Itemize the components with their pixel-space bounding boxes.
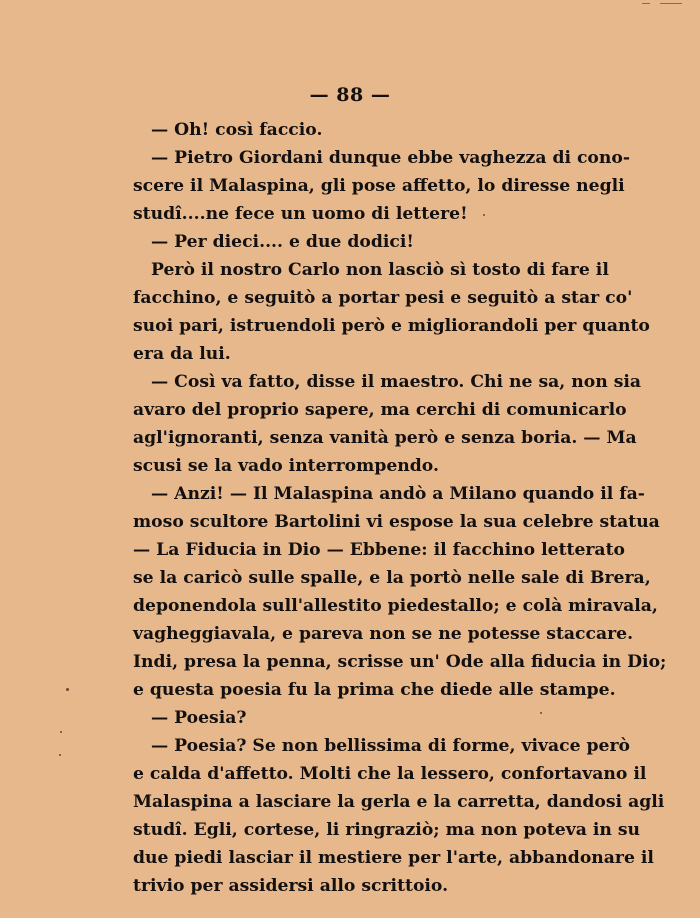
text-line: moso scultore Bartolini vi espose la sua celebre statua xyxy=(133,512,660,532)
page-number: — 88 — xyxy=(309,84,391,106)
text-line: Indi, presa la penna, scrisse un' Ode alla fiducia in Dio; xyxy=(133,652,667,672)
text-line: scere il Malaspina, gli pose affetto, lo diresse negli xyxy=(133,176,625,196)
text-line: facchino, e seguitò a portar pesi e seguitò a star co' xyxy=(133,288,633,308)
text-line: e calda d'affetto. Molti che la lessero, confortavano il xyxy=(133,764,647,784)
text-line: e questa poesia fu la prima che diede alle stampe. xyxy=(133,680,616,700)
paragraph xyxy=(133,732,665,900)
text-line: trivio per assidersi allo scrittoio. xyxy=(133,876,449,896)
paragraph xyxy=(133,704,593,732)
text-line: scusi se la vado interrompendo. xyxy=(133,456,439,476)
text-line: Però il nostro Carlo non lasciò sì tosto di fare il xyxy=(151,260,609,280)
text-line: avaro del proprio sapere, ma cerchi di comunicarlo xyxy=(133,400,627,420)
text-line: — Anzi! — Il Malaspina andò a Milano quando il fa- xyxy=(151,484,645,504)
text-line: suoi pari, istruendoli però e migliorandoli per quanto xyxy=(133,316,650,336)
text-line: deponendola sull'allestito piedestallo; e colà miravala, xyxy=(133,596,658,616)
paragraph xyxy=(133,144,630,228)
text-line: — Per dieci.... e due dodici! xyxy=(151,232,414,252)
scan-mark xyxy=(642,3,650,4)
text-line: agl'ignoranti, senza vanità però e senza boria. — Ma xyxy=(133,428,637,448)
body-text xyxy=(133,116,667,900)
text-line: — Pietro Giordani dunque ebbe vaghezza di cono- xyxy=(151,148,630,168)
text-line: era da lui. xyxy=(133,344,231,364)
paragraph xyxy=(133,116,593,144)
text-line: se la caricò sulle spalle, e la portò nelle sale di Brera, xyxy=(133,568,651,588)
text-line: — Poesia? Se non bellissima di forme, vivace però xyxy=(151,736,630,756)
text-line: studî....ne fece un uomo di lettere! xyxy=(133,204,468,224)
paragraph xyxy=(133,228,593,256)
paragraph xyxy=(133,256,650,368)
text-line: — Oh! così faccio. xyxy=(151,120,323,140)
text-line: studî. Egli, cortese, li ringraziò; ma non poteva in su xyxy=(133,820,641,840)
text-line: Malaspina a lasciare la gerla e la carretta, dandosi agli xyxy=(133,792,665,812)
paragraph xyxy=(133,368,642,480)
paragraph xyxy=(133,480,667,704)
text-line: — La Fiducia in Dio — Ebbene: il facchino letterato xyxy=(133,540,625,560)
text-line: vagheggiavala, e pareva non se ne potesse staccare. xyxy=(133,624,634,644)
text-line: — Poesia? xyxy=(151,708,247,728)
scan-mark xyxy=(660,3,682,4)
text-line: due piedi lasciar il mestiere per l'arte, abbandonare il xyxy=(133,848,654,868)
text-line: — Così va fatto, disse il maestro. Chi ne sa, non sia xyxy=(151,372,642,392)
